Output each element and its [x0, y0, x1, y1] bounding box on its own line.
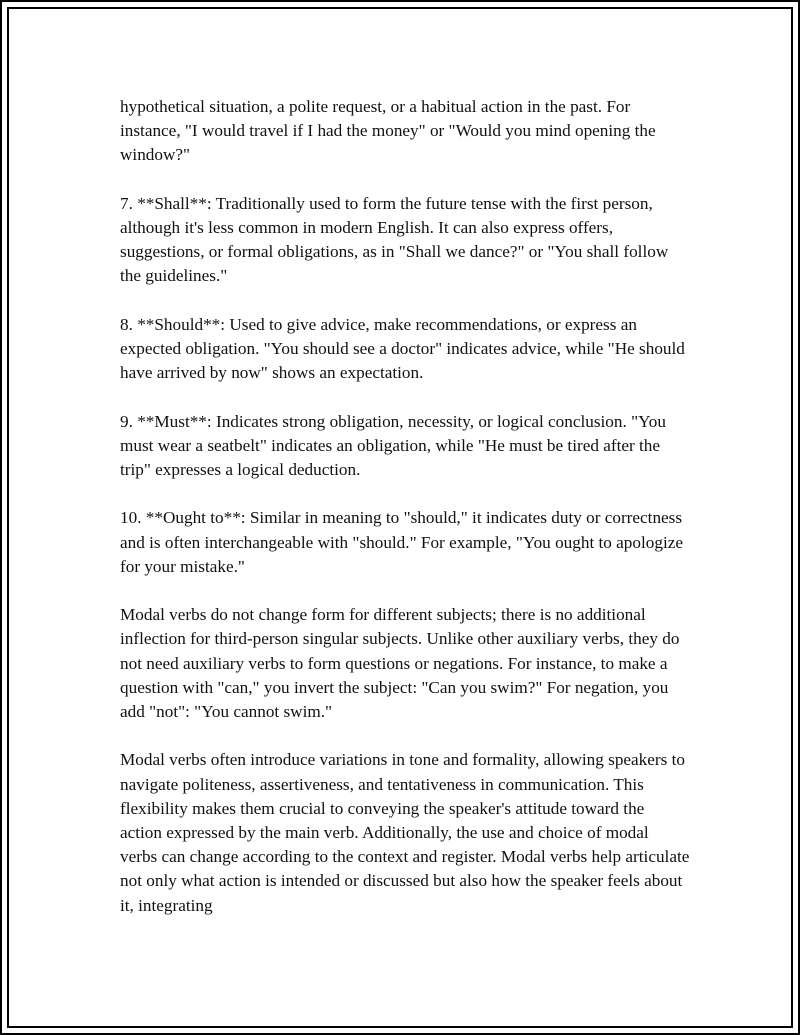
paragraph-shall: 7. **Shall**: Traditionally used to form the future tense with the first person, although it's less common in modern English. It can also express offers, suggestions, or formal obligations, as in "Shall we dance?" or "You shall follow the guidelines." [120, 193, 669, 286]
paragraph-modal-form: Modal verbs do not change form for different subjects; there is no additional inflection for third-person singular subjects. Unlike other auxiliary verbs, they do not need auxiliary verbs to form questions or negations. For instance, to make a question with "can," you invert the subject: "Can you swim?" For negation, you add "not": "You cannot swim." [120, 605, 680, 721]
paragraph-should: 8. **Should**: Used to give advice, make recommendations, or express an expected obligation. "You should see a doctor" indicates advice, while "He should have arrived by now" shows an expectation. [120, 314, 685, 383]
paragraph-must: 9. **Must**: Indicates strong obligation, necessity, or logical conclusion. "You must wear a seatbelt" indicates an obligation, while "He must be tired after the trip" expresses a logical deduction. [120, 411, 666, 479]
paragraph-ought-to: 10. **Ought to**: Similar in meaning to "should," it indicates duty or correctness and is often interchangeable with "should." For example, "You ought to apologize for your mistake." [120, 508, 683, 576]
paragraph-would-continued: hypothetical situation, a polite request, or a habitual action in the past. For instance, "I would travel if I had the money" or "Would you mind opening the window?" [120, 97, 656, 165]
paragraph-modal-tone: Modal verbs often introduce variations in tone and formality, allowing speakers to navigate politeness, assertiveness, and tentativeness in communication. This flexibility makes them crucial to conveying the speaker's attitude toward the action expressed by the main verb. Additionally, the use and choice of modal verbs can change according to the context and register. Modal verbs help articulate not only what action is intended or discussed but also how the speaker feels about it, integrating [120, 750, 690, 915]
document-body [120, 95, 690, 918]
